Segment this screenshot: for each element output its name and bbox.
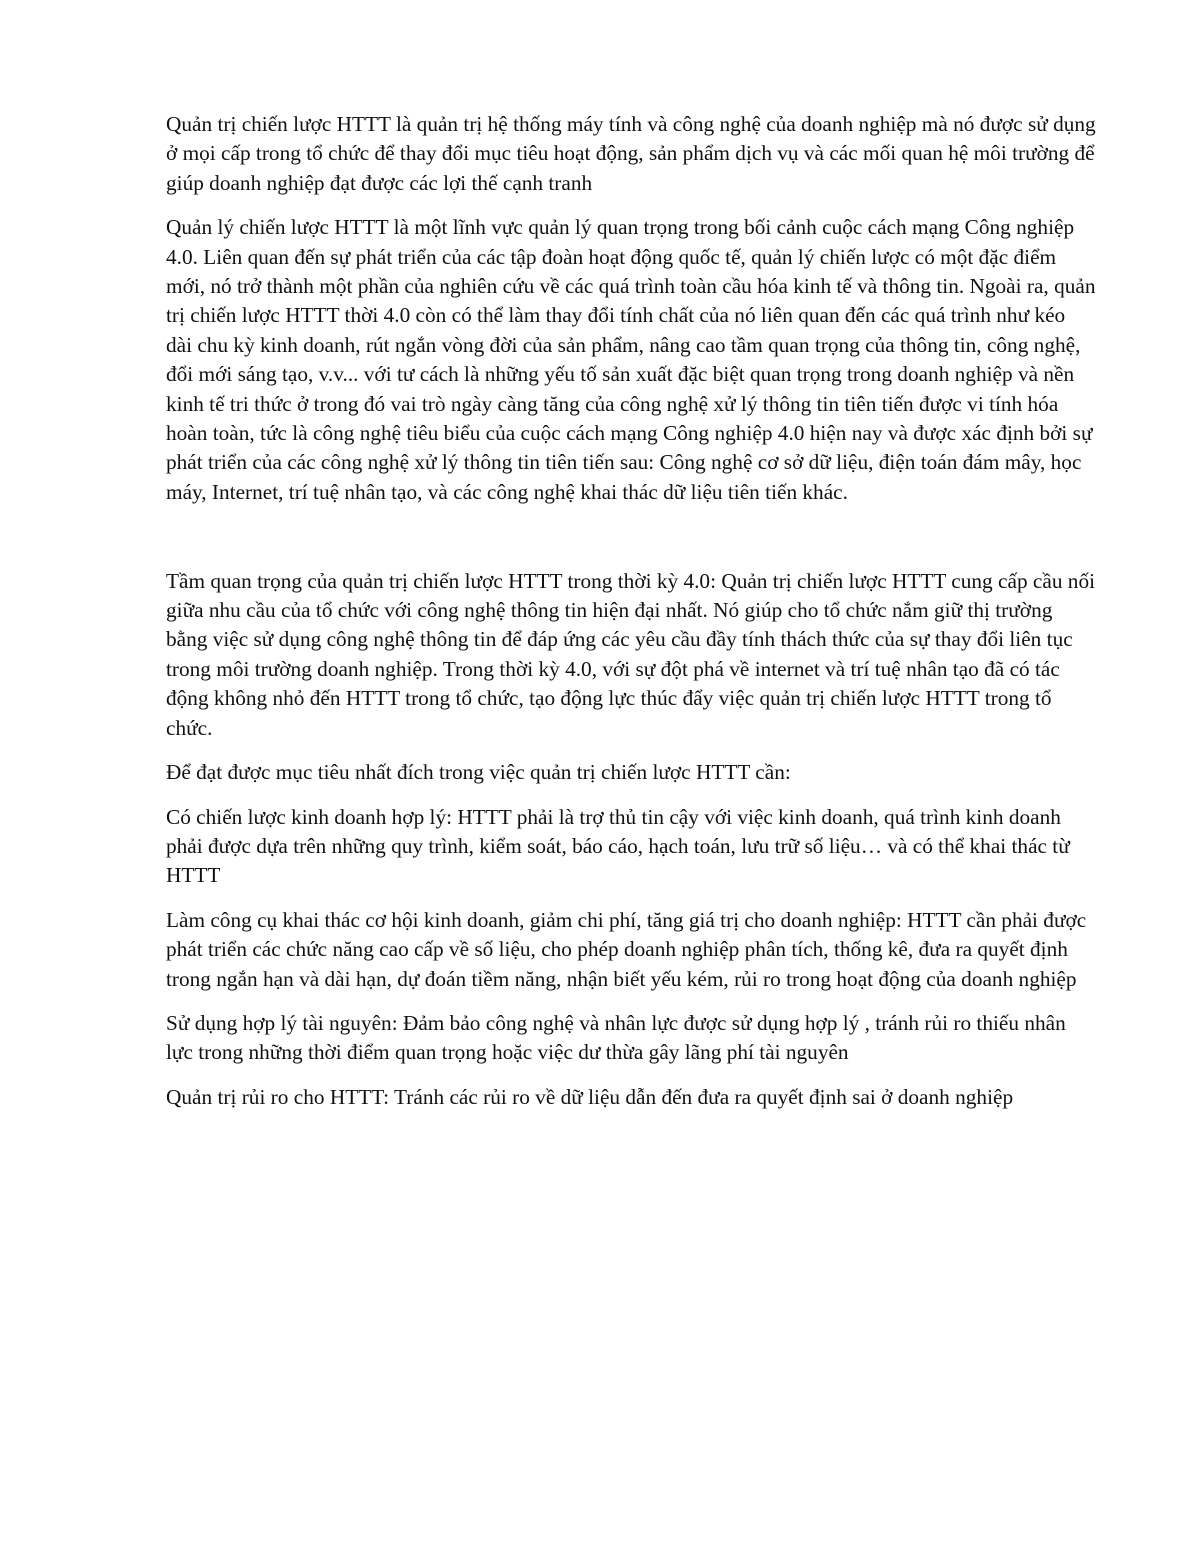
blank-line	[166, 522, 1096, 551]
paragraph-definition: Quản trị chiến lược HTTT là quản trị hệ thống máy tính và công nghệ của doanh nghiệp mà nó được sử dụng ở mọi cấp trong tổ chức để thay đổi mục tiêu hoạt động, sản phẩm dịch vụ và các mối quan hệ môi trường để giúp doanh nghiệp đạt được các lợi thế cạnh tranh	[166, 112, 1096, 195]
paragraph-industry-4-0: Quản lý chiến lược HTTT là một lĩnh vực quản lý quan trọng trong bối cảnh cuộc cách mạng Công nghiệp 4.0. Liên quan đến sự phát triển của các tập đoàn hoạt động quốc tế, quản lý chiến lược có một đặc điểm mới, nó trở thành một phần của nghiên cứu về các quá trình toàn cầu hóa kinh tế và thông tin. Ngoài ra, quản trị chiến lược HTTT thời 4.0 còn có thể làm thay đổi tính chất của nó liên quan đến các quá trình như kéo dài chu kỳ kinh doanh, rút ngắn vòng đời của sản phẩm, nâng cao tầm quan trọng của thông tin, công nghệ, đổi mới sáng tạo, v.v... với tư cách là những yếu tố sản xuất đặc biệt quan trọng trong doanh nghiệp và nền kinh tế tri thức ở trong đó vai trò ngày càng tăng của công nghệ xử lý thông tin tiên tiến được vi tính hóa hoàn toàn, tức là công nghệ tiêu biểu của cuộc cách mạng Công nghiệp 4.0 hiện nay và được xác định bởi sự phát triển của các công nghệ xử lý thông tin tiên tiến sau: Công nghệ cơ sở dữ liệu, điện toán đám mây, học máy, Internet, trí tuệ nhân tạo, và các công nghệ khai thác dữ liệu tiên tiến khác.	[166, 215, 1096, 504]
paragraph-business-strategy: Có chiến lược kinh doanh hợp lý: HTTT phải là trợ thủ tin cậy với việc kinh doanh, quá trình kinh doanh phải được dựa trên những quy trình, kiểm soát, báo cáo, hạch toán, lưu trữ số liệu… và có thể khai thác từ HTTT	[166, 804, 1070, 888]
paragraph-importance: Tầm quan trọng của quản trị chiến lược HTTT trong thời kỳ 4.0: Quản trị chiến lược HTTT cung cấp cầu nối giữa nhu cầu của tổ chức với công nghệ thông tin hiện đại nhất. Nó giúp cho tổ chức nắm giữ thị trường bằng việc sử dụng công nghệ thông tin để đáp ứng các yêu cầu đầy tính thách thức của sự thay đổi liên tục trong môi trường doanh nghiệp. Trong thời kỳ 4.0, với sự đột phá về internet và trí tuệ nhân tạo đã có tác động không nhỏ đến HTTT trong tổ chức, tạo động lực thúc đẩy việc quản trị chiến lược HTTT trong tổ chức.	[166, 568, 1096, 740]
paragraph-resource-usage: Sử dụng hợp lý tài nguyên: Đảm bảo công nghệ và nhân lực được sử dụng hợp lý , tránh rủi ro thiếu nhân lực trong những thời điểm quan trọng hoặc việc dư thừa gây lãng phí tài nguyên	[166, 1010, 1066, 1065]
document-body	[166, 110, 1096, 1127]
paragraph-goals-intro: Để đạt được mục tiêu nhất đích trong việc quản trị chiến lược HTTT cần:	[166, 760, 791, 785]
paragraph-opportunity-tool: Làm công cụ khai thác cơ hội kinh doanh, giảm chi phí, tăng giá trị cho doanh nghiệp: HTTT cần phải được phát triển các chức năng cao cấp về số liệu, cho phép doanh nghiệp phân tích, thống kê, đưa ra quyết định trong ngắn hạn và dài hạn, dự đoán tiềm năng, nhận biết yếu kém, rủi ro trong hoạt động của doanh nghiệp	[166, 907, 1087, 991]
paragraph-risk-management: Quản trị rủi ro cho HTTT: Tránh các rủi ro về dữ liệu dẫn đến đưa ra quyết định sai ở doanh nghiệp	[166, 1084, 1014, 1109]
